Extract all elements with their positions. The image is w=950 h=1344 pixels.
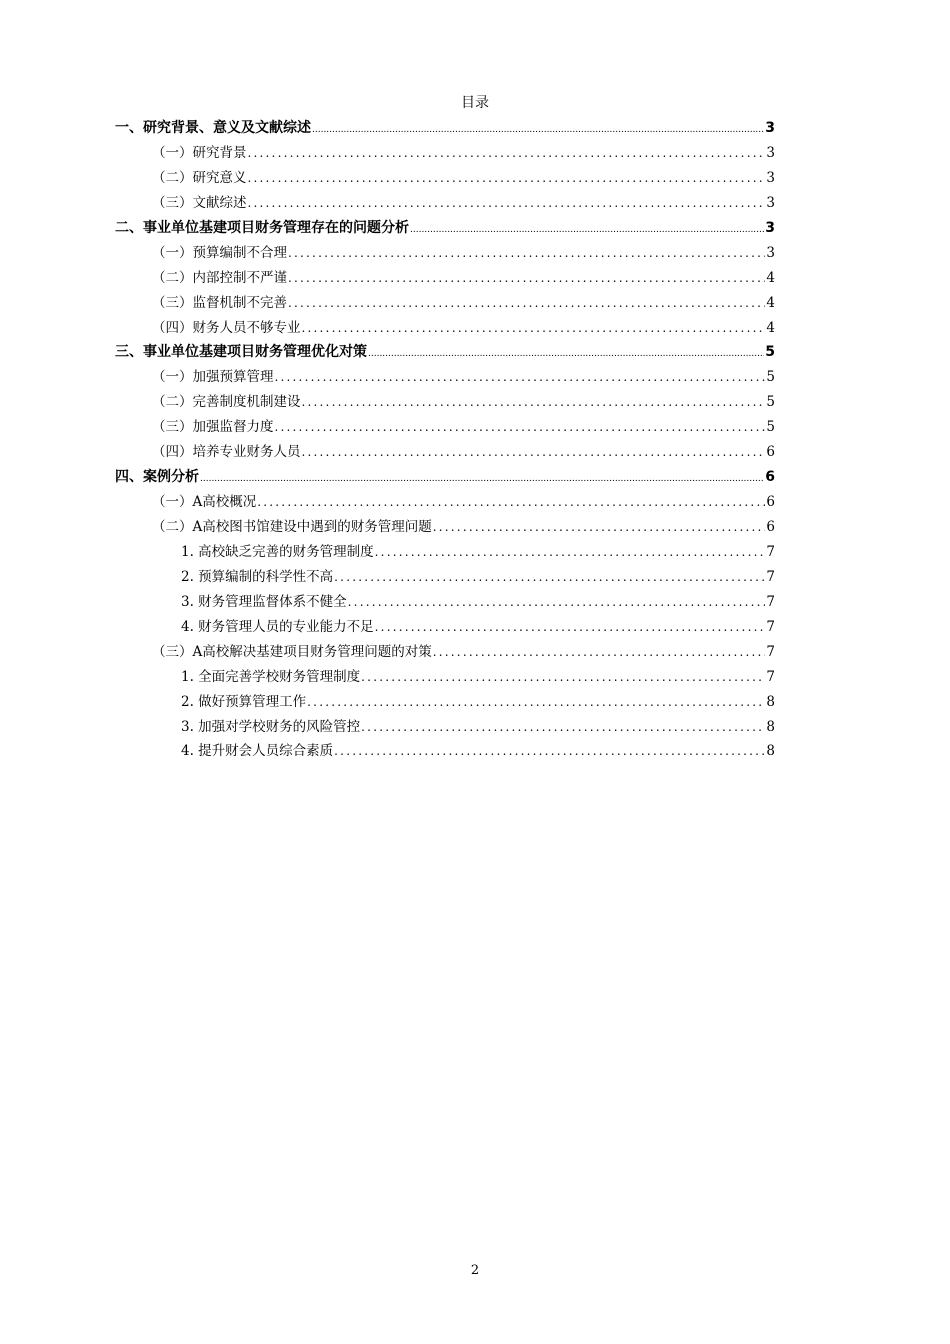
toc-entry-label: （二）研究意义 — [152, 169, 247, 186]
toc-entry-page: 8 — [766, 693, 775, 710]
toc-entry-page: 3 — [765, 219, 775, 236]
toc-entry-page: 6 — [766, 494, 775, 511]
toc-leader-dots — [433, 640, 766, 665]
toc-entry-page: 6 — [766, 519, 775, 535]
toc-entry[interactable] — [115, 116, 775, 141]
toc-entry-page: 7 — [766, 668, 775, 685]
toc-entry-label: （二）完善制度机制建设 — [152, 394, 301, 411]
toc-entry-page: 4 — [766, 319, 775, 336]
toc-entry[interactable] — [115, 415, 775, 440]
toc-entry[interactable] — [115, 166, 775, 191]
toc-leader-dots — [275, 365, 766, 390]
toc-entry-label: 一、研究背景、意义及文献综述 — [115, 120, 311, 136]
toc-entry[interactable] — [115, 739, 775, 764]
toc-entry-page: 4 — [766, 294, 775, 311]
toc-entry[interactable] — [115, 615, 775, 640]
toc-entry-label: 2. 预算编制的科学性不高 — [181, 568, 334, 585]
toc-entry-label: （三）A高校解决基建项目财务管理问题的对策 — [152, 643, 432, 660]
toc-leader-dots — [200, 467, 764, 492]
toc-title: 目录 — [461, 95, 489, 111]
toc-entry[interactable] — [115, 390, 775, 415]
toc-leader-dots — [375, 540, 766, 565]
toc-entry-page: 6 — [766, 444, 775, 461]
toc-entry[interactable] — [115, 316, 775, 341]
toc-leader-dots — [410, 218, 764, 243]
toc-entry-page: 7 — [766, 593, 775, 610]
toc-entry[interactable] — [115, 241, 775, 266]
toc-entry-label: 1. 高校缺乏完善的财务管理制度 — [181, 543, 374, 560]
page-number: 2 — [470, 1263, 480, 1278]
toc-entry[interactable] — [115, 640, 775, 665]
toc-entry[interactable] — [115, 216, 775, 241]
toc-entry[interactable] — [115, 365, 775, 390]
toc-leader-dots — [307, 690, 765, 715]
toc-entry-page: 4 — [766, 269, 775, 286]
toc-leader-dots — [248, 166, 766, 191]
toc-leader-dots — [288, 291, 765, 316]
toc-leader-dots — [334, 565, 765, 590]
toc-entry-page: 3 — [766, 244, 775, 261]
toc-leader-dots — [257, 490, 765, 515]
toc-entry-page: 7 — [766, 643, 775, 660]
toc-leader-dots — [248, 141, 766, 166]
toc-entry-page: 8 — [766, 718, 775, 735]
toc-entry-page: 3 — [765, 120, 775, 136]
toc-entry[interactable] — [115, 565, 775, 590]
toc-leader-dots — [375, 615, 766, 640]
toc-entry[interactable] — [115, 191, 775, 216]
toc-entry-page: 3 — [766, 144, 775, 161]
toc-entry-page: 5 — [766, 394, 775, 411]
toc-entry-label: （三）文献综述 — [152, 194, 247, 211]
toc-entry-label: 二、事业单位基建项目财务管理存在的问题分析 — [115, 219, 409, 236]
toc-entry-label: （一）加强预算管理 — [152, 369, 274, 386]
toc-leader-dots — [368, 342, 764, 367]
toc-entry-label: （四）培养专业财务人员 — [152, 444, 301, 461]
toc-leader-dots — [302, 390, 766, 415]
toc-entry-page: 3 — [766, 194, 775, 211]
toc-entry-label: （一）研究背景 — [152, 144, 247, 161]
toc-entry[interactable] — [115, 690, 775, 715]
toc-entry-label: 1. 全面完善学校财务管理制度 — [181, 668, 361, 685]
toc-leader-dots — [312, 118, 764, 143]
toc-entry-label: 4. 财务管理人员的专业能力不足 — [181, 618, 374, 635]
toc-entry[interactable] — [115, 266, 775, 291]
toc-entry[interactable] — [115, 340, 775, 365]
toc-entry[interactable] — [115, 665, 775, 690]
toc-entry-page: 7 — [766, 543, 775, 560]
toc-leader-dots — [288, 241, 765, 266]
toc-entry-label: 3. 加强对学校财务的风险管控 — [181, 718, 361, 735]
toc-leader-dots — [334, 739, 765, 764]
toc-leader-dots — [288, 266, 765, 291]
toc-entry[interactable] — [115, 540, 775, 565]
toc-entry-label: 三、事业单位基建项目财务管理优化对策 — [115, 344, 367, 361]
toc-entry-label: （二）内部控制不严谨 — [152, 269, 287, 286]
toc-entry-label: （四）财务人员不够专业 — [152, 319, 301, 336]
toc-entry-label: （二）A高校图书馆建设中遇到的财务管理问题 — [152, 519, 432, 535]
toc-leader-dots — [348, 590, 766, 615]
table-of-contents — [115, 116, 775, 764]
toc-entry-page: 8 — [766, 743, 775, 760]
toc-entry[interactable] — [115, 715, 775, 740]
toc-entry[interactable] — [115, 440, 775, 465]
toc-leader-dots — [433, 515, 766, 540]
toc-entry-page: 5 — [766, 369, 775, 386]
toc-leader-dots — [361, 715, 765, 740]
toc-entry-page: 5 — [766, 419, 775, 436]
toc-entry[interactable] — [115, 490, 775, 515]
toc-entry-page: 6 — [765, 469, 775, 486]
toc-entry-page: 7 — [766, 618, 775, 635]
toc-leader-dots — [302, 440, 766, 465]
toc-entry-label: （一）A高校概况 — [152, 494, 257, 511]
toc-entry-label: 四、案例分析 — [115, 469, 199, 486]
toc-entry[interactable] — [115, 141, 775, 166]
toc-entry[interactable] — [115, 590, 775, 615]
toc-entry-label: 3. 财务管理监督体系不健全 — [181, 593, 347, 610]
toc-entry-label: 4. 提升财会人员综合素质 — [181, 743, 334, 760]
toc-entry-page: 5 — [765, 344, 775, 361]
toc-entry-label: （一）预算编制不合理 — [152, 244, 287, 261]
toc-entry-page: 7 — [766, 568, 775, 585]
toc-leader-dots — [275, 415, 766, 440]
toc-leader-dots — [361, 665, 765, 690]
toc-leader-dots — [248, 191, 766, 216]
toc-entry[interactable] — [115, 515, 775, 540]
toc-leader-dots — [302, 316, 766, 341]
toc-entry[interactable] — [115, 465, 775, 490]
toc-entry-label: （三）加强监督力度 — [152, 419, 274, 436]
toc-entry[interactable] — [115, 291, 775, 316]
toc-entry-label: 2. 做好预算管理工作 — [181, 693, 307, 710]
toc-entry-label: （三）监督机制不完善 — [152, 294, 287, 311]
toc-entry-page: 3 — [766, 169, 775, 186]
